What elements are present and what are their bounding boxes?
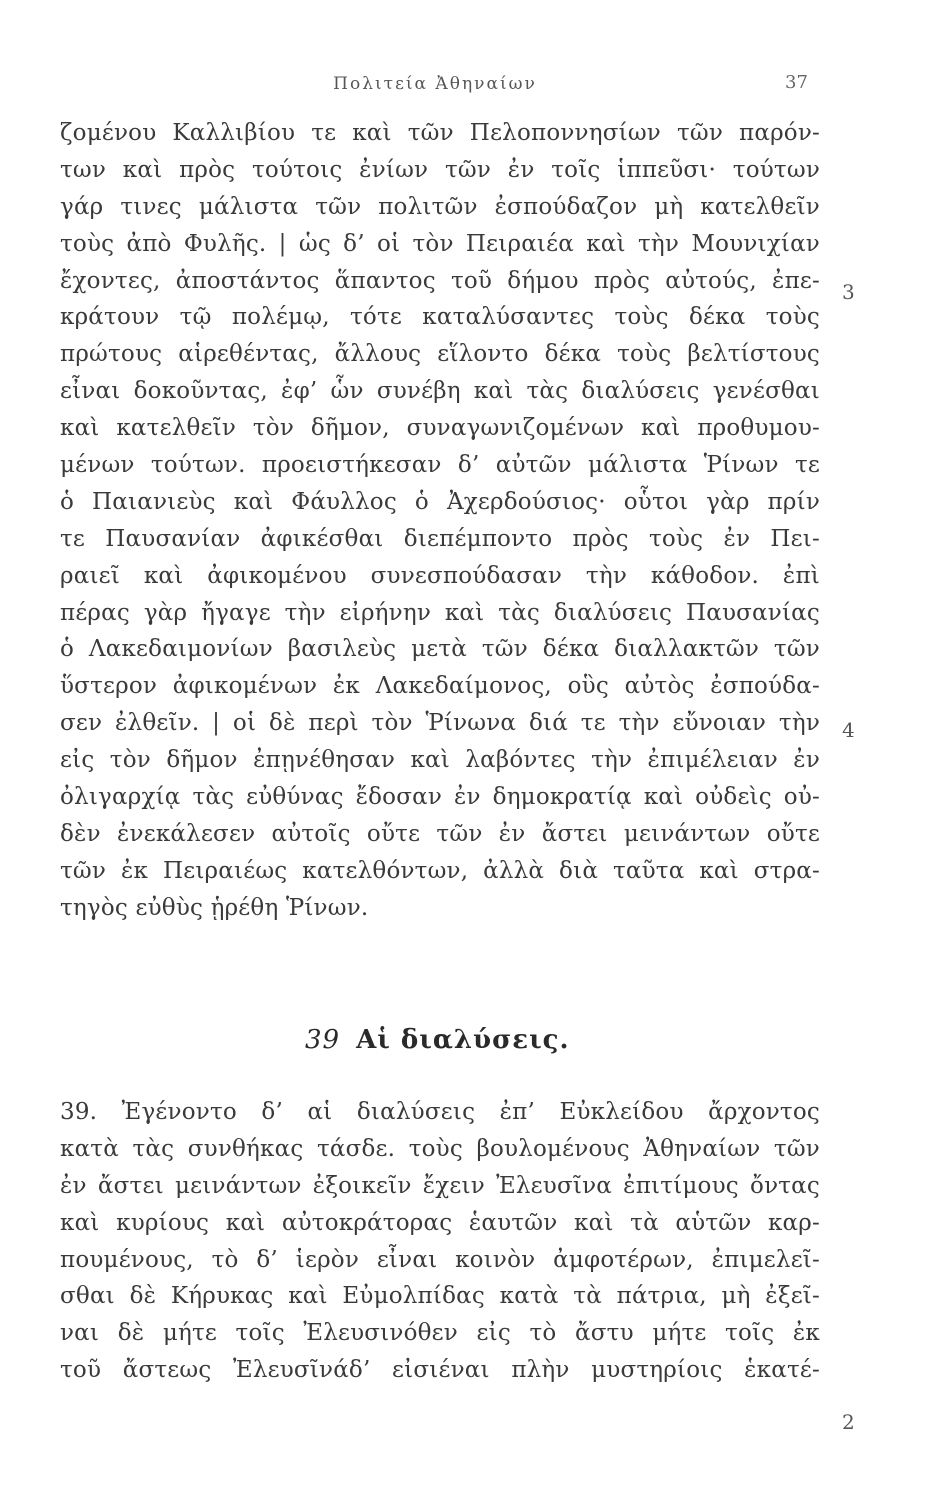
- text-line: ζομένου Καλλιβίου τε καὶ τῶν Πελοποννησίων τῶν παρόν-: [60, 120, 820, 146]
- text-line: ὀλιγαρχίᾳ τὰς εὐθύνας ἔδοσαν ἐν δημοκρατίᾳ καὶ οὐδεὶς οὐ-: [60, 784, 820, 811]
- text-line: τε Παυσανίαν ἀφικέσθαι διεπέμποντο πρὸς τοὺς ἐν Πει-: [60, 525, 820, 552]
- text-line: κατὰ τὰς συνθήκας τάσδε. τοὺς βουλομένους Ἀθηναίων τῶν: [60, 1135, 820, 1162]
- text-line: τοὺς ἀπὸ Φυλῆς. | ὡς δ’ οἱ τὸν Πειραιέα καὶ τὴν Μουνιχίαν: [60, 230, 820, 257]
- paragraph-chapter-39: [60, 1094, 820, 1389]
- section-heading: [305, 1025, 570, 1055]
- text-line: ὁ Παιανιεὺς καὶ Φάυλλος ὁ Ἀχερδούσιος· οὗτοι γὰρ πρίν: [60, 488, 820, 515]
- text-line: πέρας γὰρ ἤγαγε τὴν εἰρήνην καὶ τὰς διαλύσεις Παυσανίας: [60, 599, 820, 626]
- text-line: μένων τούτων. προειστήκεσαν δ’ αὐτῶν μάλιστα Ῥίνων τε: [60, 452, 820, 479]
- text-line: ἐν ἄστει μεινάντων ἐξοικεῖν ἔχειν Ἐλευσῖνα ἐπιτίμους ὄντας: [60, 1172, 820, 1199]
- text-line: ὁ Λακεδαιμονίων βασιλεὺς μετὰ τῶν δέκα διαλλακτῶν τῶν: [60, 636, 820, 663]
- text-line: σθαι δὲ Κήρυκας καὶ Εὐμολπίδας κατὰ τὰ πάτρια, μὴ ἐξεῖ-: [60, 1283, 820, 1310]
- text-line: κράτουν τῷ πολέμῳ, τότε καταλύσαντες τοὺς δέκα τοὺς: [60, 304, 820, 331]
- text-line: γάρ τινες μάλιστα τῶν πολιτῶν ἐσπούδαζον μὴ κατελθεῖν: [60, 193, 820, 220]
- margin-section-number: 2: [842, 1410, 855, 1434]
- text-line: δὲν ἐνεκάλεσεν αὐτοῖς οὔτε τῶν ἐν ἄστει μεινάντων οὔτε: [60, 820, 820, 847]
- text-line: 39. Ἐγένοντο δ’ αἱ διαλύσεις ἐπ’ Εὐκλείδου ἄρχοντος: [60, 1099, 820, 1125]
- text-line: σεν ἐλθεῖν. | οἱ δὲ περὶ τὸν Ῥίνωνα διά τε τὴν εὔνοιαν τὴν: [60, 710, 820, 737]
- text-line: ραιεῖ καὶ ἀφικομένου συνεσπούδασαν τὴν κάθοδον. ἐπὶ: [60, 562, 820, 589]
- text-line: τῶν ἐκ Πειραιέως κατελθόντων, ἀλλὰ διὰ ταῦτα καὶ στρα-: [60, 857, 820, 884]
- section-number: 39: [305, 1025, 341, 1055]
- text-line: πρώτους αἱρεθέντας, ἄλλους εἵλοντο δέκα τοὺς βελτίστους: [60, 341, 820, 368]
- text-line: εἶναι δοκοῦντας, ἐφ’ ὧν συνέβη καὶ τὰς διαλύσεις γενέσθαι: [60, 378, 820, 405]
- margin-section-number: 4: [842, 718, 855, 742]
- text-line-last: τηγὸς εὐθὺς ᾑρέθη Ῥίνων.: [60, 894, 369, 921]
- text-line: εἰς τὸν δῆμον ἐπῃνέθησαν καὶ λαβόντες τὴν ἐπιμέλειαν ἐν: [60, 747, 820, 774]
- paragraph-chapter-38: [60, 115, 820, 927]
- text-line: ὕστερον ἀφικομένων ἐκ Λακεδαίμονος, οὓς αὐτὸς ἐσπούδα-: [60, 673, 820, 700]
- text-line: των καὶ πρὸς τούτοις ἐνίων τῶν ἐν τοῖς ἱππεῦσι· τούτων: [60, 156, 820, 183]
- running-title: Πολιτεία Ἀθηναίων: [333, 74, 537, 94]
- margin-section-number: 3: [842, 280, 855, 304]
- text-line: πουμένους, τὸ δ’ ἱερὸν εἶναι κοινὸν ἀμφοτέρων, ἐπιμελεῖ-: [60, 1246, 820, 1273]
- page-number: 37: [785, 72, 808, 93]
- text-line: καὶ κυρίους καὶ αὐτοκράτορας ἑαυτῶν καὶ τὰ αὑτῶν καρ-: [60, 1209, 820, 1236]
- section-title: Αἱ διαλύσεις.: [356, 1025, 570, 1055]
- text-line: ἔχοντες, ἀποστάντος ἅπαντος τοῦ δήμου πρὸς αὐτούς, ἐπε-: [60, 267, 820, 294]
- text-line: τοῦ ἄστεως Ἐλευσῖνάδ’ εἰσιέναι πλὴν μυστηρίοις ἑκατέ-: [60, 1357, 820, 1384]
- text-line: καὶ κατελθεῖν τὸν δῆμον, συναγωνιζομένων καὶ προθυμου-: [60, 415, 820, 442]
- text-line: ναι δὲ μήτε τοῖς Ἐλευσινόθεν εἰς τὸ ἄστυ μήτε τοῖς ἐκ: [60, 1320, 820, 1347]
